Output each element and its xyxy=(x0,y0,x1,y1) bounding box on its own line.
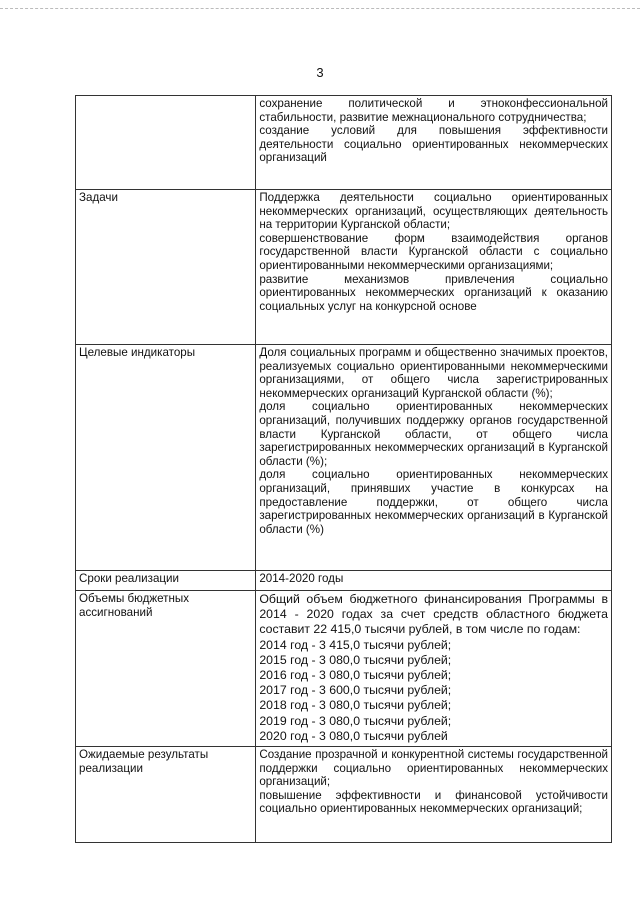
row-label: Задачи xyxy=(76,190,256,345)
value-paragraph: доля социально ориентированных некоммерческих организаций, принявших участие в конкурсах на предоставление поддержки, от общего числа зарегистрированных некоммерческих организаций в Курганской области (%) xyxy=(259,468,608,536)
value-paragraph: совершенствование форм взаимодействия органов государственной власти Курганской области с социально ориентированными некоммерческими организациями; xyxy=(259,231,608,272)
value-paragraph: 2016 год - 3 080,0 тысячи рублей; xyxy=(259,668,452,683)
row-label: Сроки реализации xyxy=(76,571,256,591)
row-label xyxy=(76,96,256,190)
row-value xyxy=(256,345,612,571)
row-value xyxy=(256,96,612,190)
value-paragraph: создание условий для повышения эффективности деятельности социально ориентированных некоммерческих организаций xyxy=(259,124,608,165)
value-paragraph: 2014-2020 годы xyxy=(259,572,344,585)
program-passport-table xyxy=(75,95,612,843)
value-paragraph: 2014 год - 3 415,0 тысячи рублей; xyxy=(259,637,452,652)
row-label: Объемы бюджетных ассигнований xyxy=(76,591,256,747)
table-row xyxy=(76,747,612,843)
value-paragraph: развитие механизмов привлечения социально ориентированных некоммерческих организаций к оказанию социальных услуг на конкурсной основе xyxy=(259,272,608,313)
value-paragraph: повышение эффективности и финансовой устойчивости социально ориентированных некоммерческих организаций; xyxy=(259,788,608,816)
table-row xyxy=(76,190,612,345)
scan-edge-line xyxy=(0,8,640,10)
value-paragraph: 2019 год - 3 080,0 тысячи рублей; xyxy=(259,713,452,728)
value-paragraph: Поддержка деятельности социально ориентированных некоммерческих организаций, осуществляющих деятельность на территории Курганской области; xyxy=(259,191,608,232)
value-paragraph: Доля социальных программ и общественно значимых проектов, реализуемых социально ориентированными некоммерческими организациями, от общего числа зарегистрированных некоммерческих организаций Курганской области (%); xyxy=(259,346,608,400)
table-row xyxy=(76,571,612,591)
row-value xyxy=(256,190,612,345)
row-value xyxy=(256,747,612,843)
table-row xyxy=(76,591,612,747)
value-paragraph: доля социально ориентированных некоммерческих организаций, получивших поддержку органов государственной власти Курганской области, от общего числа зарегистрированных некоммерческих организаций в Курганской области (%); xyxy=(259,400,608,468)
value-paragraph: Общий объем бюджетного финансирования Программы в 2014 - 2020 годах за счет средств областного бюджета составит 22 415,0 тысячи рублей, в том числе по годам: xyxy=(259,592,608,637)
value-paragraph: 2018 год - 3 080,0 тысячи рублей; xyxy=(259,698,452,713)
row-label: Ожидаемые результаты реализации xyxy=(76,747,256,843)
value-paragraph: 2015 год - 3 080,0 тысячи рублей; xyxy=(259,652,452,667)
value-paragraph: сохранение политической и этноконфессиональной стабильности, развитие межнационального сотрудничества; xyxy=(259,97,608,124)
value-paragraph: 2020 год - 3 080,0 тысячи рублей xyxy=(259,728,448,743)
value-paragraph: Создание прозрачной и конкурентной системы государственной поддержки социально ориентированных некоммерческих организаций; xyxy=(259,748,608,789)
page-number: 3 xyxy=(316,65,324,80)
row-value xyxy=(256,571,612,591)
row-value xyxy=(256,591,612,747)
row-label: Целевые индикаторы xyxy=(76,345,256,571)
table-row xyxy=(76,96,612,190)
value-paragraph: 2017 год - 3 600,0 тысячи рублей; xyxy=(259,683,452,698)
table-row xyxy=(76,345,612,571)
